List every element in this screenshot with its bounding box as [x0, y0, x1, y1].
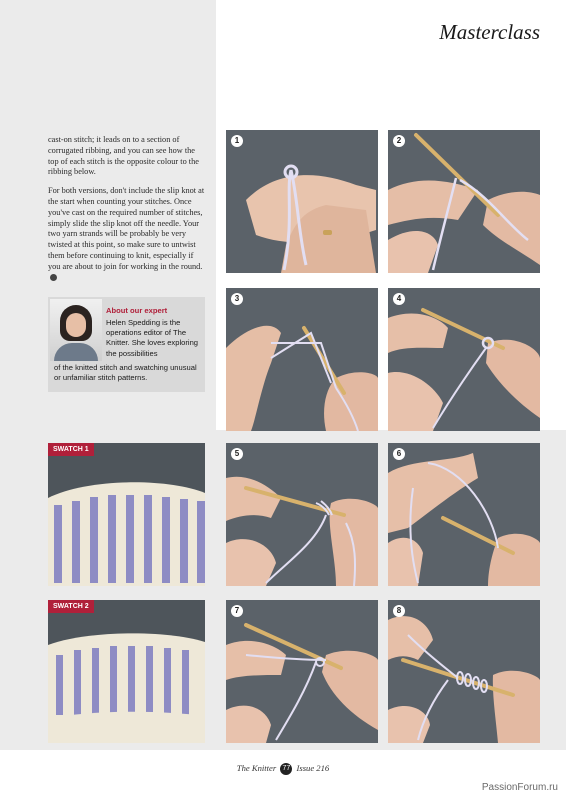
- step-number: 5: [231, 448, 243, 460]
- page-number: 77: [280, 763, 292, 775]
- article-text: [48, 135, 206, 291]
- expert-box: [48, 297, 205, 392]
- paragraph-2: [48, 186, 206, 283]
- page-footer: [0, 763, 566, 775]
- step-photo-2: [388, 130, 540, 273]
- expert-bio-top: Helen Spedding is the operations editor of The Knitter. She loves exploring the possibilities: [106, 318, 199, 358]
- swatch-photo-2: [48, 600, 205, 743]
- page-title: Masterclass: [439, 20, 540, 44]
- expert-bio-bottom: of the knitted stitch and swatching unusual or unfamiliar stitch patterns.: [54, 363, 197, 383]
- step-number: 8: [393, 605, 405, 617]
- footer-issue: Issue 216: [296, 763, 330, 773]
- swatch-label: SWATCH 2: [48, 600, 94, 613]
- step-photo-1: [226, 130, 378, 273]
- step-number: 6: [393, 448, 405, 460]
- step-number: 4: [393, 293, 405, 305]
- swatch-photo-1: [48, 443, 205, 586]
- expert-photo: [50, 299, 102, 361]
- step-photo-3: [226, 288, 378, 431]
- paragraph-1: cast-on stitch; it leads on to a section of corrugated ribbing, and you can see how the top of each stitch is the opposite colour to the ribbing below.: [48, 135, 199, 177]
- step-photo-6: [388, 443, 540, 586]
- footer-magazine: The Knitter: [236, 763, 277, 773]
- step-photo-4: [388, 288, 540, 431]
- expert-title: About our expert: [106, 306, 168, 315]
- step-number: 1: [231, 135, 243, 147]
- end-mark-icon: [50, 274, 57, 281]
- step-number: 3: [231, 293, 243, 305]
- step-photo-7: [226, 600, 378, 743]
- step-number: 2: [393, 135, 405, 147]
- swatch-label: SWATCH 1: [48, 443, 94, 456]
- step-number: 7: [231, 605, 243, 617]
- step-photo-5: [226, 443, 378, 586]
- paragraph-2-text: For both versions, don't include the slip knot at the start when counting your stitches. Once you've cast on the required number of stitches, simply slide the slip knot off the needle. Your two yarn strands will be probably be very twisted at this point, so make sure to untwist them before continuing to knit, especially if you are about to join for working in the round.: [48, 186, 205, 271]
- watermark: PassionForum.ru: [481, 782, 558, 793]
- step-photo-8: [388, 600, 540, 743]
